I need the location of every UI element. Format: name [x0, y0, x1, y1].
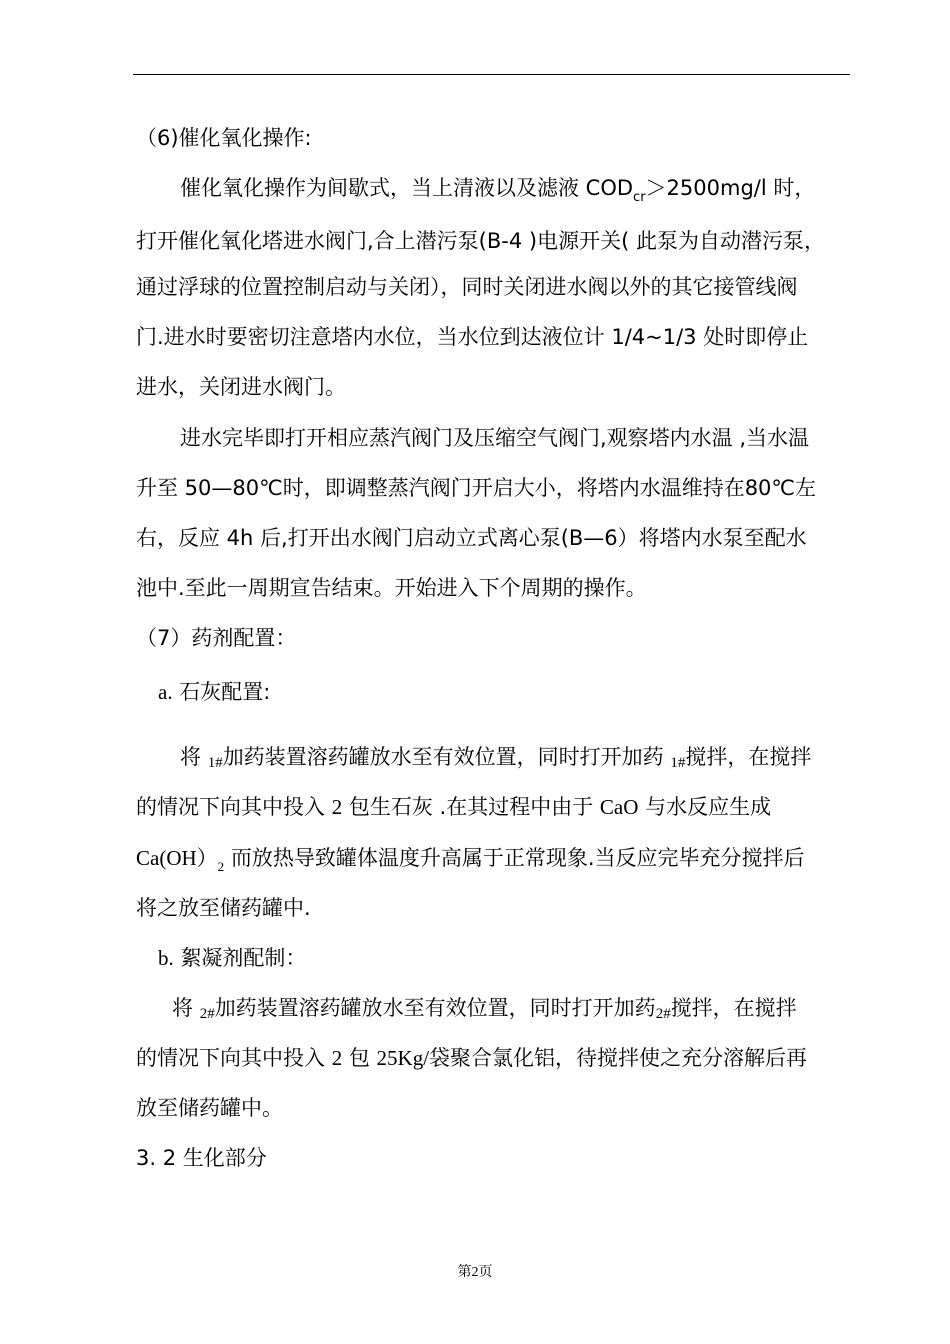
section-3-2-title: 3. 2 生化部分 — [136, 1146, 267, 1170]
para-a-line-1: 将 1#加药装置溶药罐放水至有效位置，同时打开加药 1#搅拌，在搅拌 — [180, 745, 812, 771]
para-6-2-line-4: 池中.至此一周期宣告结束。开始进入下个周期的操作。 — [136, 576, 647, 600]
para-6-1-line-4: 门.进水时要密切注意塔内水位，当水位到达液位计 1/4~1/3 处时即停止 — [136, 325, 809, 349]
section-7-title: （7）药剂配置： — [136, 626, 297, 650]
para-6-1-line-3: 通过浮球的位置控制启动与关闭），同时关闭进水阀以外的其它接管线阀 — [136, 275, 798, 299]
para-6-2-line-1: 进水完毕即打开相应蒸汽阀门及压缩空气阀门,观察塔内水温 ,当水温 — [180, 426, 810, 450]
para-a-line-4: 将之放至储药罐中. — [136, 896, 311, 920]
para-b-line-1: 将 2#加药装置溶药罐放水至有效位置，同时打开加药2#搅拌，在搅拌 — [172, 996, 797, 1022]
subsection-b-title: b. 絮凝剂配制： — [158, 946, 307, 970]
section-6-title: （6)催化氧化操作: — [136, 126, 312, 150]
para-6-2-line-2: 升至 50—80℃时，即调整蒸汽阀门开启大小，将塔内水温维持在80℃左 — [136, 476, 817, 500]
para-b-line-2: 的情况下向其中投入 2 包 25Kg/袋聚合氯化铝，待搅拌使之充分溶解后再 — [136, 1046, 808, 1070]
subsection-a-title: a. 石灰配置: — [158, 680, 271, 704]
para-a-line-3: $Ca(OH)_2$ 而放热导致罐体温度升高属于正常现象.当反应完毕充分搅拌后 — [136, 846, 805, 874]
para-a-line-2: 的情况下向其中投入 2 包生石灰 .在其过程中由于 CaO 与水反应生成 — [136, 795, 772, 819]
para-6-2-line-3: 右，反应 4h 后,打开出水阀门启动立式离心泵(B—6）将塔内水泵至配水 — [136, 526, 807, 550]
header-rule — [133, 74, 850, 75]
para-6-1-line-2: 打开催化氧化塔进水阀门,合上潜污泵(B-4 )电源开关( 此泵为自动潜污泵， — [136, 229, 825, 253]
para-6-1-line-5: 进水，关闭进水阀门。 — [136, 375, 346, 399]
para-b-line-3: 放至储药罐中。 — [136, 1096, 283, 1120]
para-6-1-line-1: 催化氧化操作为间歇式，当上清液以及滤液 $COD_{cr}>2500mg/l$ 时， — [180, 176, 816, 205]
page-number: 第2页 — [457, 1265, 493, 1280]
